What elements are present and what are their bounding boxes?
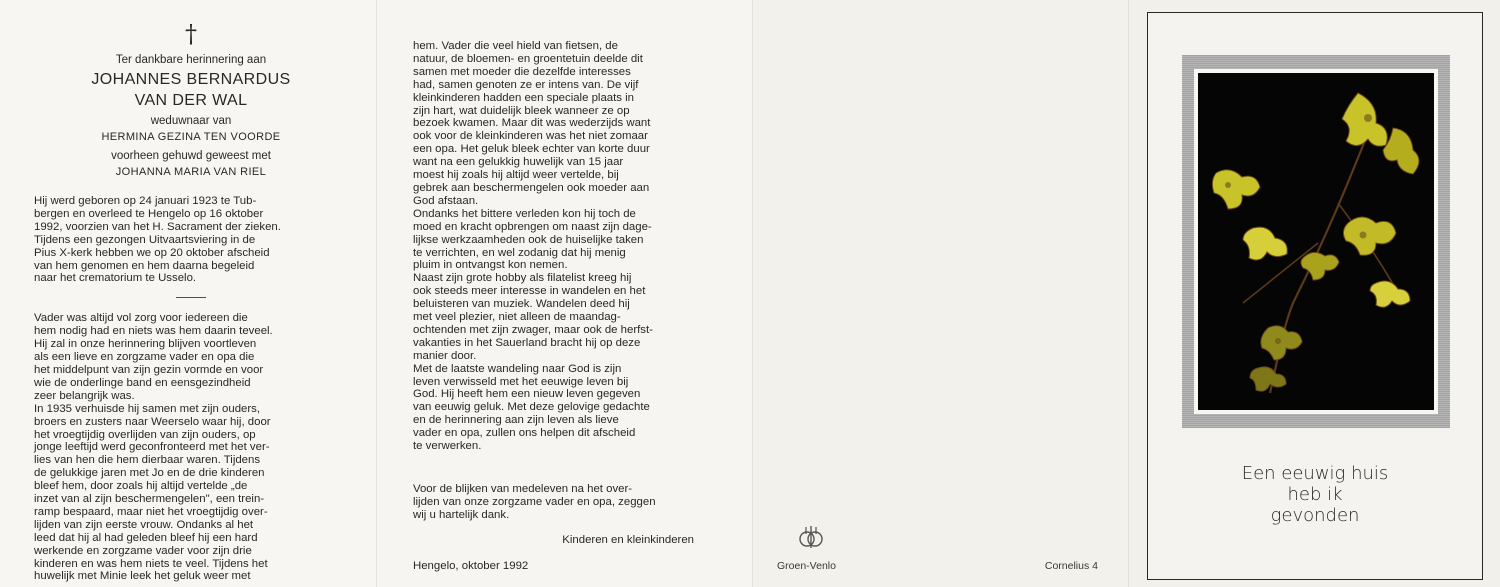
cover-text-line2: heb ik [1287,484,1343,505]
card-page-2 [376,0,752,587]
oak-leaves-photo [1198,73,1434,410]
signature: Kinderen en kleinkinderen [562,533,694,546]
card-page-1 [0,0,376,587]
series-number: Cornelius 4 [1044,560,1098,572]
biography-paragraph-1: Hij werd geboren op 24 januari 1923 te Tub- bergen en overleed te Hengelo op 16 oktober 1992, voorzien van het H. Sacrament der zieken. Tijdens een gezongen Uitvaartsviering in de Pius X-kerk hebben we op 20 oktober afscheid van hem genomen en hem daarna begeleid naar het crematorium te Usselo. [34,195,281,285]
photo-mat [1182,55,1450,428]
cover-text-line1: Een eeuwig huis [1241,463,1389,484]
header-block [34,22,348,179]
card-page-3 [752,0,1128,587]
publisher-name: Groen-Venlo [777,560,836,572]
biography-paragraph-3: hem. Vader die veel hield van fietsen, de natuur, de bloemen- en groentetuin deelde dit samen met moeder die dezelfde interesses had, samen genoten ze er intens van. De vijf kleinkinderen hadden een speciale plaats in zijn hart, wat duidelijk bleek wanneer ze op bezoek kwamen. Maar dit was wederzijds want ook voor de kleinkinderen was het niet zomaar een opa. Het geluk bleek echter van korte duur want na een gelukkig huwelijk van 15 jaar moest hij zoals hij altijd weer vertelde, bij gebrek aan beschermengelen ook moeder aan God afstaan. Ondanks het bittere verleden kon hij toch de moed en kracht opbrengen om naast zijn dage- lijkse werkzaamheden ook de huiselijke taken te verrichten, en wel zodanig dat hij menig pluim in ontvangst kon nemen. Naast zijn grote hobby als filatelist kreeg hij ook steeds meer interesse in wandelen en het beluisteren van muziek. Wandelen deed hij met veel plezier, niet alleen de maandag- ochtenden met zijn zwager, maar ook de herfst- vakanties in het Sauerland bracht hij op deze manier door. Met de laatste wandeling naar God is zijn leven verwisseld met het eeuwige leven bij God. Hij heeft hem een nieuw leven gegeven van eeuwig geluk. Met deze gelovige gedachte en de herinnering aan zijn leven als lieve vader en opa, zullen ons helpen dit afscheid te verwerken. [413,40,653,453]
spouse1-name: HERMINA GEZINA TEN VOORDE [101,131,281,143]
place-date: Hengelo, oktober 1992 [413,559,529,572]
cross-icon: † [185,20,197,48]
cover-text-line3: gevonden [1270,505,1360,526]
cover-text [1148,463,1482,526]
divider-line [176,297,206,298]
card-page-4 [1128,0,1500,587]
deceased-name-line2: VAN DER WAL [134,92,248,109]
deceased-name-line1: JOHANNES BERNARDUS [91,71,291,88]
photo-border [1194,69,1438,414]
widower-label: weduwnaar van [150,115,232,127]
publisher-monogram-icon [797,524,825,550]
cover-frame [1147,12,1483,580]
previously-married-label: voorheen gehuwd geweest met [111,150,271,162]
intro-text: Ter dankbare herinnering aan [115,54,267,66]
spouse2-name: JOHANNA MARIA VAN RIEL [115,166,267,178]
thank-you-paragraph: Voor de blijken van medeleven na het over- lijden van onze zorgzame vader en opa, zeggen wij u hartelijk dank. [413,483,656,521]
biography-paragraph-2: Vader was altijd vol zorg voor iedereen die hem nodig had en niets was hem daarin teveel. Hij zal in onze herinnering blijven voortleven als een lieve en zorgzame vader en opa die het middelpunt van zijn gezin vormde en voor wie de onderlinge band en eensgezindheid zeer belangrijk was. In 1935 verhuisde hij samen met zijn ouders, broers en zusters naar Weerselo waar hij, door het vroegtijdig overlijden van zijn ouders, op jonge leeftijd werd geconfronteerd met het ver- lies van hen die hem dierbaar waren. Tijdens de gelukkige jaren met Jo en de drie kinderen bleef hem, door zoals hij altijd vertelde „de inzet van al zijn beschermengelen", een trein- ramp bespaard, maar niet het vroegtijdig over- lijden van zijn eerste vrouw. Ondanks al het leed dat hij al had geleden bleef hij een hard werkende en zorgzame vader voor zijn drie kinderen en was hem niets te veel. Tijdens het huwelijk met Minie leek het geluk weer met [34,312,273,583]
